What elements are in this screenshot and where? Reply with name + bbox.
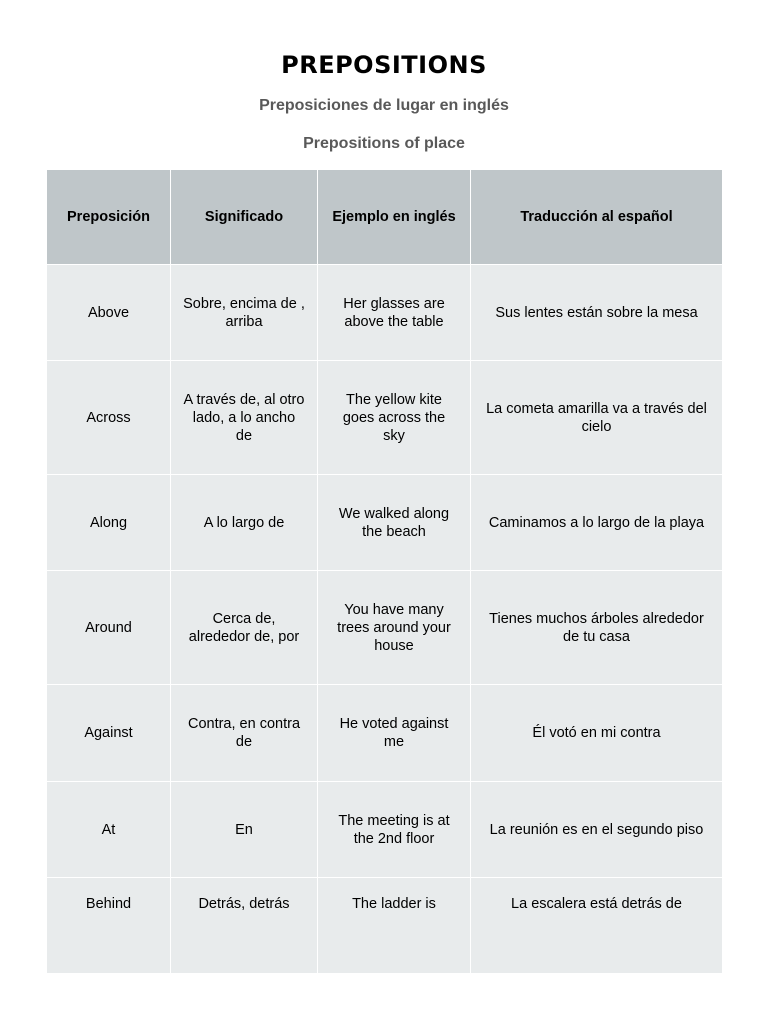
cell-preposition: Around	[47, 571, 171, 685]
header-preposicion: Preposición	[47, 170, 171, 265]
cell-meaning: A través de, al otro lado, a lo ancho de	[171, 361, 318, 475]
table-row	[47, 265, 723, 361]
cell-meaning: Cerca de, alrededor de, por	[171, 571, 318, 685]
cell-translation: La reunión es en el segundo piso	[471, 782, 723, 878]
cell-meaning: En	[171, 782, 318, 878]
cell-translation: Él votó en mi contra	[471, 685, 723, 782]
cell-translation: La cometa amarilla va a través del cielo	[471, 361, 723, 475]
cell-translation: Tienes muchos árboles alrededor de tu casa	[471, 571, 723, 685]
header-significado: Significado	[171, 170, 318, 265]
cell-example: The yellow kite goes across the sky	[318, 361, 471, 475]
subtitle-english: Prepositions of place	[303, 135, 465, 152]
prepositions-table	[46, 169, 723, 974]
table-row	[47, 782, 723, 878]
cell-example: He voted against me	[318, 685, 471, 782]
page-title: PREPOSITIONS	[281, 51, 487, 79]
cell-example: Her glasses are above the table	[318, 265, 471, 361]
cell-preposition: Along	[47, 475, 171, 571]
cell-example: You have many trees around your house	[318, 571, 471, 685]
table-row	[47, 685, 723, 782]
cell-preposition: Behind	[47, 878, 171, 974]
cell-meaning: A lo largo de	[171, 475, 318, 571]
cell-preposition: Above	[47, 265, 171, 361]
cell-preposition: Against	[47, 685, 171, 782]
cell-meaning: Detrás, detrás	[171, 878, 318, 974]
cell-example: The meeting is at the 2nd floor	[318, 782, 471, 878]
table-header-row	[47, 170, 723, 265]
header-traduccion: Traducción al español	[471, 170, 723, 265]
cell-meaning: Contra, en contra de	[171, 685, 318, 782]
cell-meaning: Sobre, encima de , arriba	[171, 265, 318, 361]
table-row	[47, 475, 723, 571]
cell-example: We walked along the beach	[318, 475, 471, 571]
cell-translation: Caminamos a lo largo de la playa	[471, 475, 723, 571]
table-row	[47, 878, 723, 974]
subtitle-spanish: Preposiciones de lugar en inglés	[259, 97, 509, 114]
cell-example: The ladder is	[318, 878, 471, 974]
header-ejemplo: Ejemplo en inglés	[318, 170, 471, 265]
table-row	[47, 361, 723, 475]
cell-preposition: Across	[47, 361, 171, 475]
cell-translation: La escalera está detrás de	[471, 878, 723, 974]
cell-translation: Sus lentes están sobre la mesa	[471, 265, 723, 361]
table-row	[47, 571, 723, 685]
cell-preposition: At	[47, 782, 171, 878]
